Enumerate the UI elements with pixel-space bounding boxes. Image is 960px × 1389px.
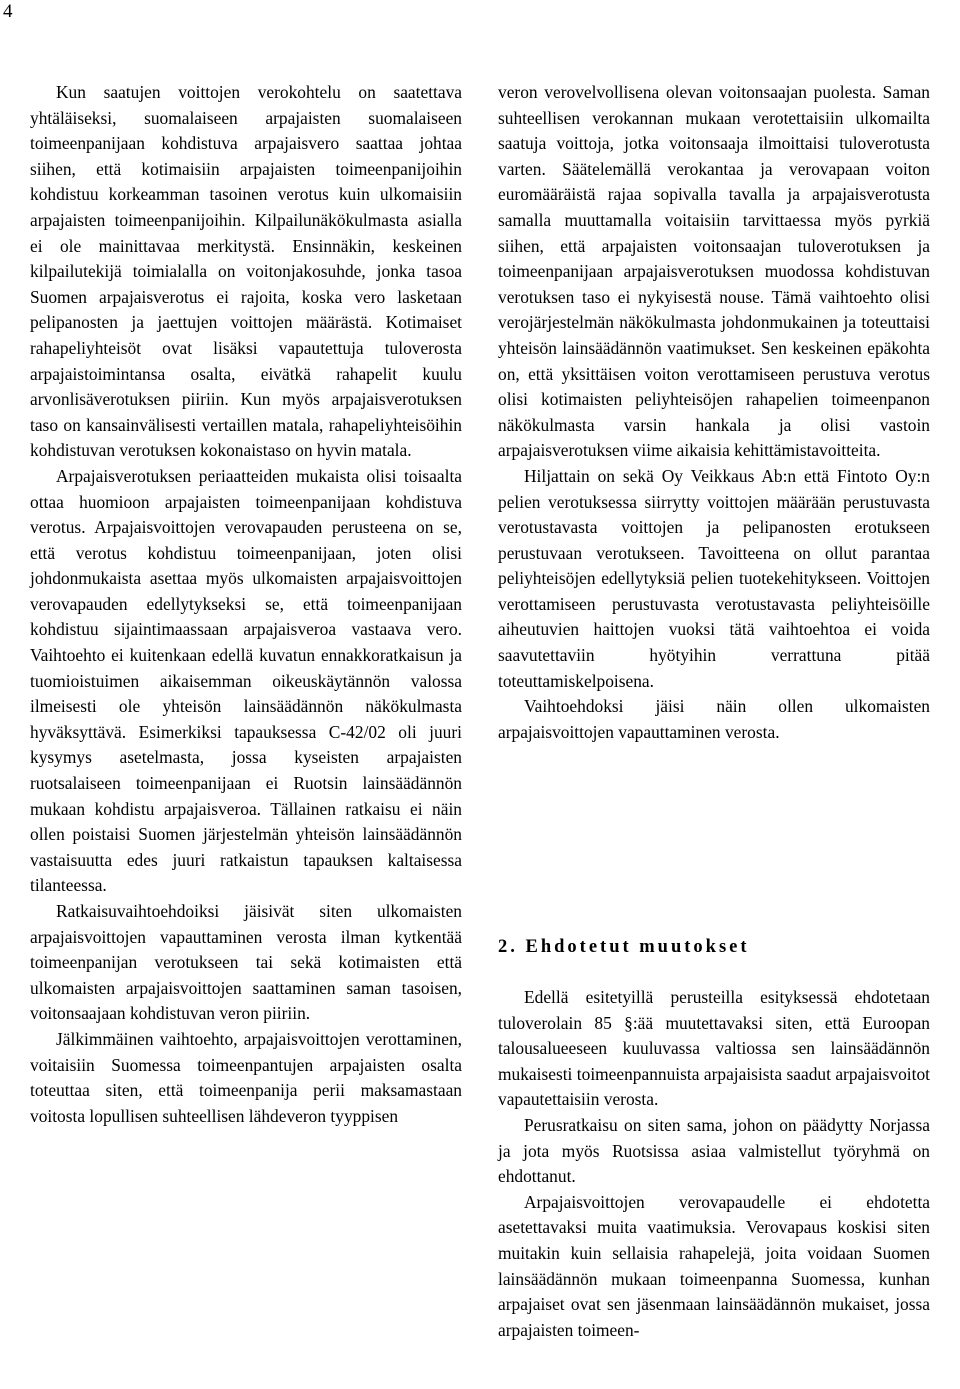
body-paragraph: Perusratkaisu on siten sama, johon on päädytty Norjassa ja jota myös Ruotsissa asiaa valmistellut työryhmä on ehdottanut. — [498, 1114, 930, 1187]
right-column-upper — [498, 80, 930, 745]
body-paragraph: Hiljattain on sekä Oy Veikkaus Ab:n että Fintoto Oy:n pelien verotuksessa siirrytty voittojen määrään perustuvasta verotustavasta voittojen ja pelipanosten erotukseen perustuvaan verotukseen. Tavoitteena on ollut parantaa peliyhteisöjen edellytyksiä pelien tuotekehitykseen. Voittojen verottamiseen perustuvasta verotustavasta peliyhteisöille aiheutuvien haittojen vuoksi tätä vaihtoehtoa ei voida saavutettaviin hyötyihin verrattuna pitää toteuttamiskelpoisena. — [498, 465, 930, 691]
page-number: 4 — [3, 1, 13, 22]
body-paragraph: Ratkaisuvaihtoehdoiksi jäisivät siten ulkomaisten arpajaisvoittojen vapauttaminen verosta ilman kytkentää toimeenpanijan verotukseen tai sekä kotimaisten että ulkomaisten arpajaisvoittojen saattaminen saman tasoisen, voitonsaajaan kohdistuvan veron piiriin. — [30, 901, 462, 1024]
body-paragraph: Arpajaisverotuksen periaatteiden mukaista olisi toisaalta ottaa huomioon arpajaisten toimeenpanijaan kohdistuva verotus. Arpajaisvoittojen verovapauden perusteena on se, että verotus kohdistuu toimeenpanijaan, joten olisi johdonmukaista asettaa myös ulkomaisten arpajaisvoittojen verovapauden edellytykseksi se, että toimeenpanijaan kohdistuu sijaintimaassaan arpajaisveroa vastaava vero. Vaihtoehto ei kuitenkaan edellä kuvatun ennakkoratkaisun ja tuomioistuimen aikaisemman oikeuskäytännön valossa ilmeisesti ole yhteisön lainsäädännön näkökulmasta hyväksyttävä. Esimerkiksi tapauksessa C-42/02 oli juuri kysymys asetelmasta, jossa kyseisten arpajaisten ruotsalaiseen toimeenpanijaan ei Ruotsin lainsäädännön mukaan kohdistu arpajaisveroa. Tällainen ratkaisu ei näin ollen poistaisi Suomen järjestelmän yhteisön lainsäädännön vastaisuutta edes juuri ratkaistun tapauksen kaltaisessa tilanteessa. — [30, 465, 462, 896]
body-paragraph: Vaihtoehdoksi jäisi näin ollen ulkomaisten arpajaisvoittojen vapauttaminen verosta. — [498, 696, 930, 742]
body-paragraph: Kun saatujen voittojen verokohtelu on saatettava yhtäläiseksi, suomalaiseen arpajaisten suomalaiseen toimeenpanijaan kohdistuva arpajaisvero saattaa johtaa siihen, että kotimaisiin arpajaisten toimeenpanijoihin kohdistuu korkeamman tasoinen verotus kuin ulkomaisiin arpajaisten toimeenpanijoihin. Kilpailunäkökulmasta asialla ei ole mainittavaa merkitystä. Ensinnäkin, keskeinen kilpailutekijä toimialalla on voitonjakosuhde, jonka tasoa Suomen arpajaisverotus ei rajoita, koska vero lasketaan pelipanosten ja jaettujen voittojen määrästä. Kotimaiset rahapeliyhteisöt ovat lisäksi vapautettuja tuloverosta arpajaistoimintansa osalta, eivätkä rahapelit kuulu arvonlisäverotuksen piiriin. Kun myös arpajaisverotuksen taso on kansainvälisesti vertaillen matala, rahapeliyhteisöihin kohdistuvan verotuksen kokonaistaso on hyvin matala. — [30, 82, 462, 461]
body-paragraph: Arpajaisvoittojen verovapaudelle ei ehdotetta asetettavaksi muita vaatimuksia. Verovapaus koskisi siten muitakin kuin sellaisia rahapelejä, joita voidaan Suomen lainsäädännön mukaan toimeenpanna Suomessa, kunhan arpajaiset ovat sen jäsenmaan lainsäädännön mukaiset, jossa arpajaisten toimeen- — [498, 1191, 930, 1340]
body-paragraph: Edellä esitetyillä perusteilla esityksessä ehdotetaan tuloverolain 85 §:ää muutettavaksi siten, että Euroopan talousalueeseen kuuluvassa valtiossa sen lainsäädännön mukaisesti toimeenpannuista arpajaisista saadut arpajaisvoitot vapautettaisiin verosta. — [498, 987, 930, 1110]
body-paragraph: veron verovelvollisena olevan voitonsaajan puolesta. Saman suhteellisen verokannan mukaan verotettaisiin ulkomailta saatuja voittoja, jotka voitonsaaja ilmoittaisi tuloverotusta varten. Säätelemällä verokantaa ja verovapaan voiton euromääräistä rajaa sopivalla tavalla ja arpajaisverotusta samalla muuttamalla voitaisiin tarvittaessa myös pyrkiä siihen, että arpajaisten voitonsaajan tuloverotuksen ja toimeenpanijaan arpajaisverotuksen muodossa kohdistuvan verotuksen taso ei nykyisestä nouse. Tämä vaihtoehto olisi verojärjestelmän näkökulmasta johdonmukainen ja toteuttaisi yhteisön lainsäädännön vaatimukset. Sen keskeinen epäkohta on, että yksittäisen voiton verottamiseen perustuva verotus olisi kotimaisten peliyhteisöjen rahapelien toimeenpanon näkökulmasta varsin hankala ja olisi vastoin arpajaisverotuksen viime aikaisia kehittämistavoitteita. — [498, 82, 930, 461]
left-column — [30, 80, 462, 1129]
section-heading: 2. Ehdotetut muutokset — [498, 937, 750, 957]
body-paragraph: Jälkimmäinen vaihtoehto, arpajaisvoittojen verottaminen, voitaisiin Suomessa toimeenpantujen arpajaisten osalta toteuttaa siten, että toimeenpanija perii maksamastaan voitosta lopullisen suhteellisen lähdeveron tyyppisen — [30, 1028, 462, 1126]
right-column-lower — [498, 985, 930, 1343]
